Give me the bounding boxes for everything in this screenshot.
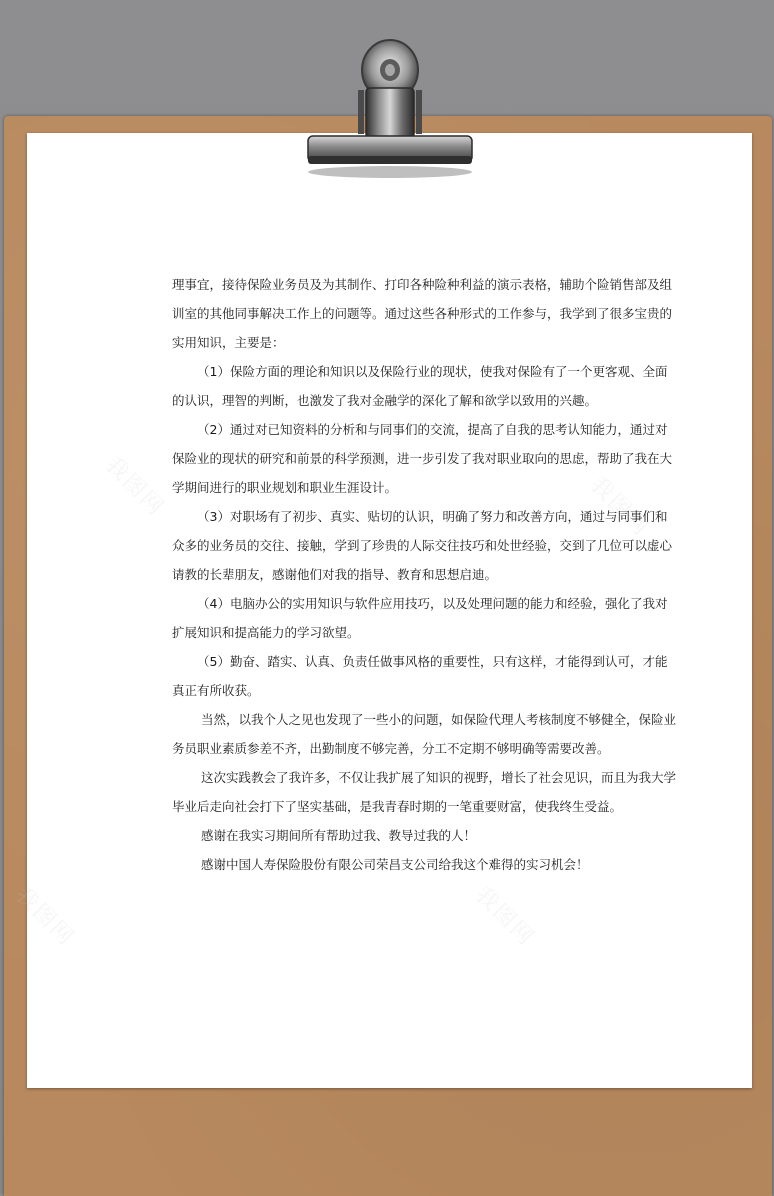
text-line: 训室的其他同事解决工作上的问题等。通过这些各种形式的工作参与，我学到了很多宝贵的	[172, 306, 673, 321]
watermark: 我图网	[585, 472, 654, 542]
watermark: 我图网	[470, 882, 539, 952]
paragraph	[172, 589, 668, 647]
text-line: 毕业后走向社会打下了坚实基础，是我青春时期的一笔重要财富，使我终生受益。	[172, 799, 623, 814]
text-line: 当然，以我个人之见也发现了一些小的问题，如保险代理人考核制度不够健全，保险业	[201, 712, 677, 727]
paragraph	[172, 415, 673, 502]
text-line: 感谢中国人寿保险股份有限公司荣昌支公司给我这个难得的实习机会！	[201, 857, 589, 872]
text-line: 理事宜，接待保险业务员及为其制作、打印各种险种利益的演示表格，辅助个险销售部及组	[172, 277, 673, 292]
text-line: 实用知识，主要是：	[172, 335, 285, 350]
text-line: 感谢在我实习期间所有帮助过我、教导过我的人！	[201, 828, 477, 843]
text-line: 请教的长辈朋友，感谢他们对我的指导、教育和思想启迪。	[172, 567, 498, 582]
text-line: 这次实践教会了我许多，不仅让我扩展了知识的视野，增长了社会见识，而且为我大学	[201, 770, 677, 785]
watermark: 我图网	[10, 882, 79, 952]
paragraph	[172, 821, 608, 850]
paragraph	[172, 705, 677, 763]
text-line: 务员职业素质参差不齐，出勤制度不够完善，分工不定期不够明确等需要改善。	[172, 741, 610, 756]
text-line: 众多的业务员的交往、接触，学到了珍贵的人际交往技巧和处世经验，交到了几位可以虚心	[172, 538, 673, 553]
paragraph	[172, 647, 668, 705]
text-line: 扩展知识和提高能力的学习欲望。	[172, 625, 360, 640]
watermark: 我图网	[100, 452, 169, 522]
paragraph	[172, 270, 673, 357]
text-line: （1）保险方面的理论和知识以及保险行业的现状，使我对保险有了一个更客观、全面	[197, 364, 668, 379]
text-line: 真正有所收获。	[172, 683, 260, 698]
text-line: 的认识，理智的判断，也激发了我对金融学的深化了解和欲学以致用的兴趣。	[172, 393, 598, 408]
binder-clip-icon	[300, 28, 476, 178]
paragraph	[172, 850, 608, 879]
text-line: 学期间进行的职业规划和职业生涯设计。	[172, 480, 398, 495]
text-line: （2）通过对已知资料的分析和与同事们的交流，提高了自我的思考认知能力，通过对	[197, 422, 668, 437]
paragraph	[172, 357, 668, 415]
text-line: 保险业的现状的研究和前景的科学预测，进一步引发了我对职业取向的思虑，帮助了我在大	[172, 451, 673, 466]
text-line: （4）电脑办公的实用知识与软件应用技巧，以及处理问题的能力和经验，强化了我对	[197, 596, 668, 611]
text-line: （5）勤奋、踏实、认真、负责任做事风格的重要性，只有这样，才能得到认可，才能	[197, 654, 668, 669]
text-line: （3）对职场有了初步、真实、贴切的认识，明确了努力和改善方向，通过与同事们和	[197, 509, 668, 524]
paragraph	[172, 763, 677, 821]
